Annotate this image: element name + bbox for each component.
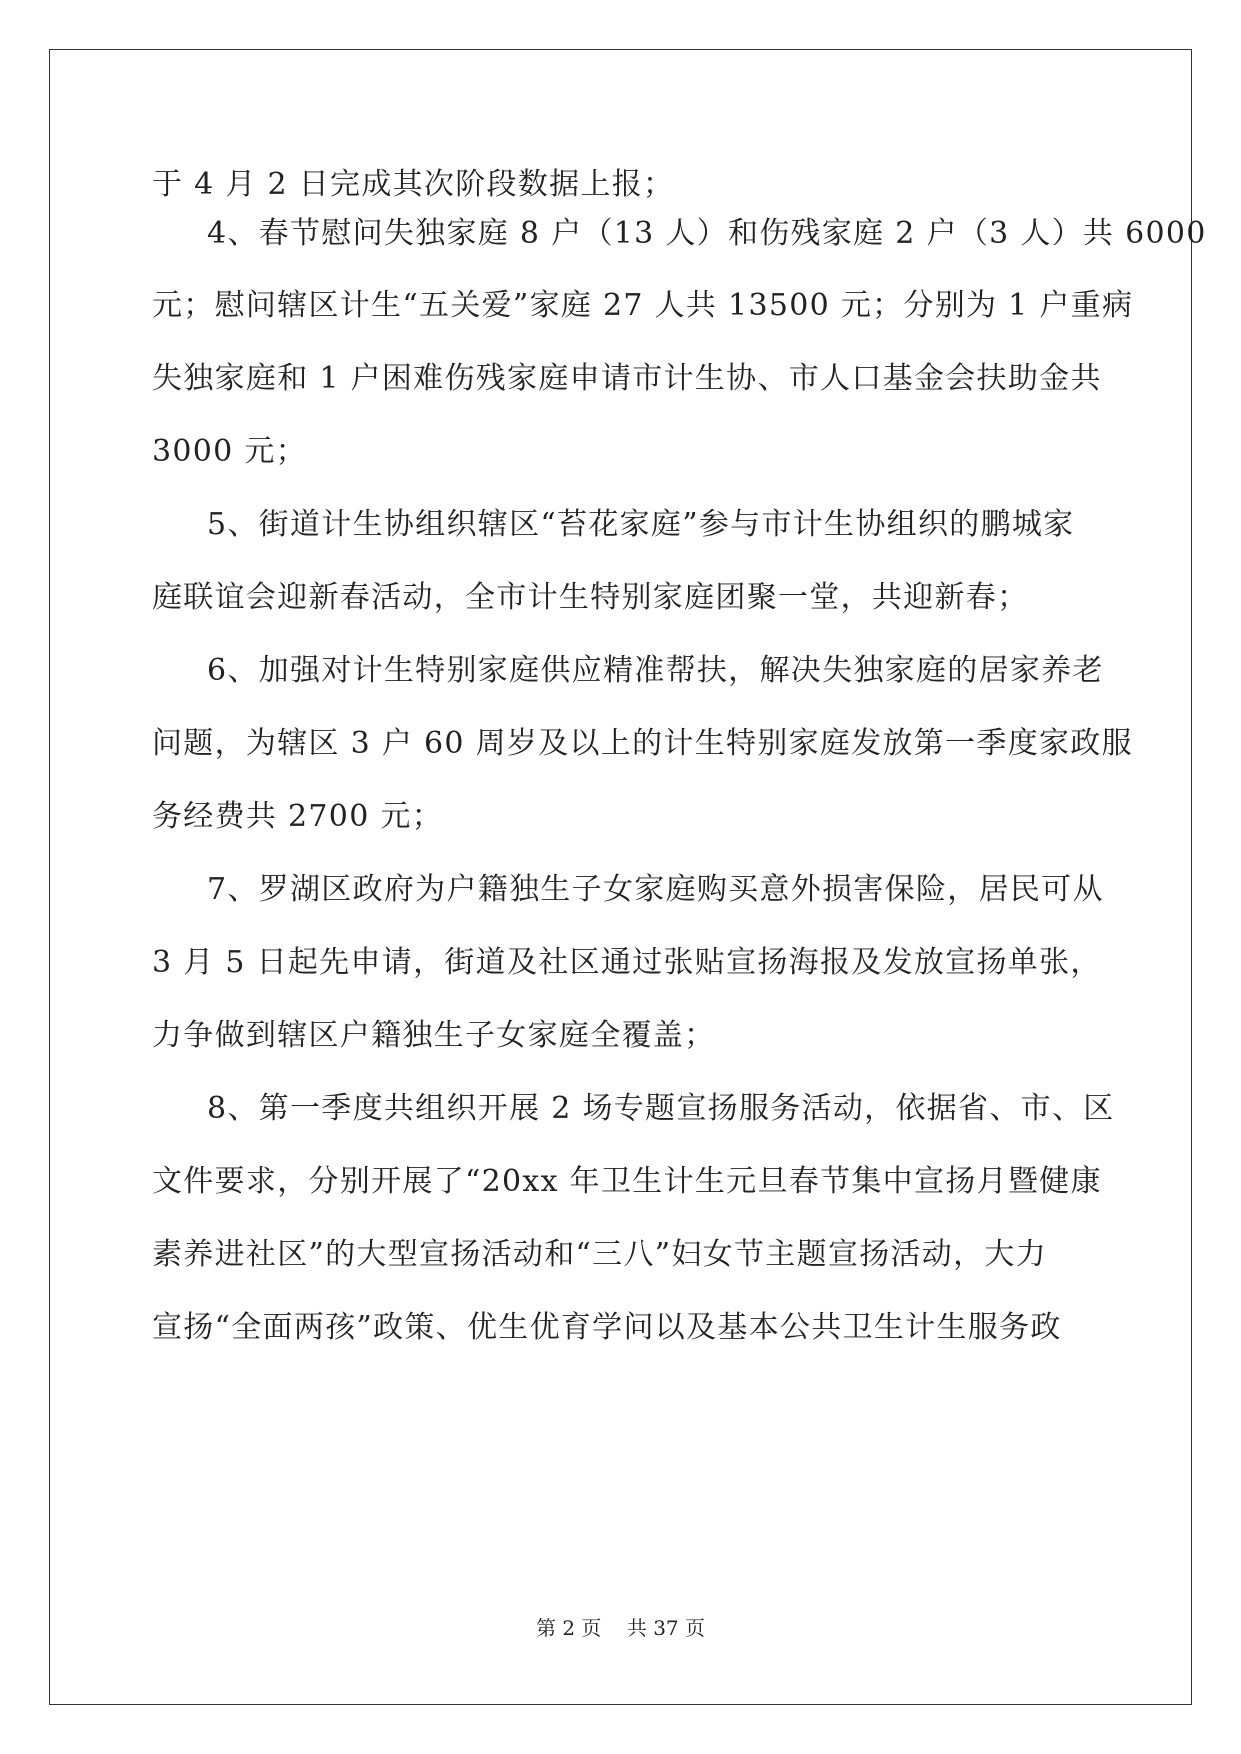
text-line: 宣扬“全面两孩”政策、优生优育学问以及基本公共卫生计生服务政 [152,1310,1062,1345]
text-line: 素养进社区”的大型宣扬活动和“三八”妇女节主题宣扬活动，大力 [152,1237,1048,1272]
text-line: 元；慰问辖区计生“五关爱”家庭 27 人共 13500 元；分别为 1 户重病 [152,288,1134,323]
text-line: 5、街道计生协组织辖区“苔花家庭”参与市计生协组织的鹏城家 [207,507,1075,542]
text-line: 3 月 5 日起先申请，街道及社区通过张贴宣扬海报及发放宣扬单张， [152,945,1102,980]
text-line: 务经费共 2700 元； [152,799,444,834]
text-line: 失独家庭和 1 户困难伤残家庭申请市计生协、市人口基金会扶助金共 [152,361,1102,396]
text-line: 4、春节慰问失独家庭 8 户（13 人）和伤残家庭 2 户（3 人）共 6000 [207,216,1207,251]
text-line: 力争做到辖区户籍独生子女家庭全覆盖； [152,1018,716,1053]
text-line: 3000 元； [152,434,307,469]
text-line: 6、加强对计生特别家庭供应精准帮扶，解决失独家庭的居家养老 [207,653,1104,688]
text-line: 8、第一季度共组织开展 2 场专题宣扬服务活动，依据省、市、区 [207,1091,1115,1126]
page-number-footer: 第 2 页 共 37 页 [535,1616,706,1640]
text-line: 7、罗湖区政府为户籍独生子女家庭购买意外损害保险，居民可从 [207,872,1104,907]
text-line: 于 4 月 2 日完成其次阶段数据上报； [152,167,675,202]
text-line: 问题，为辖区 3 户 60 周岁及以上的计生特别家庭发放第一季度家政服 [152,726,1133,761]
text-line: 庭联谊会迎新春活动，全市计生特别家庭团聚一堂，共迎新春； [152,580,1029,615]
text-line: 文件要求，分别开展了“20xx 年卫生计生元旦春节集中宣扬月暨健康 [152,1164,1102,1199]
